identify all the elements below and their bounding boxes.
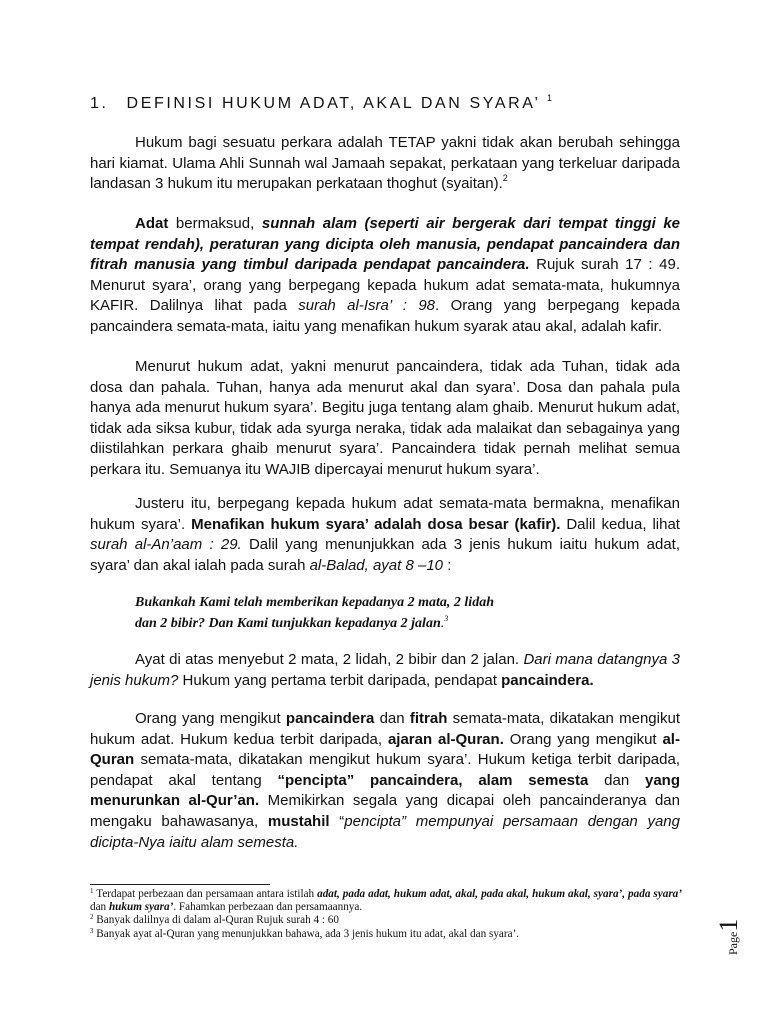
page-number-marker xyxy=(706,900,756,960)
paragraph-5 xyxy=(90,650,680,691)
p6-text-3: semata-mata, dikatakan mengikut hukum adat. Hukum kedua terbit daripada, xyxy=(90,710,680,748)
p5-bold-term: pancaindera. xyxy=(501,671,594,689)
footnote-ref-3[interactable]: 3 xyxy=(444,614,449,623)
quote-line-1: Bukankah Kami telah memberikan kepadanya 2 mata, 2 lidah xyxy=(135,595,494,610)
page-label: Page xyxy=(726,931,740,955)
paragraph-2 xyxy=(90,214,680,338)
footnote-1-text-2: dan xyxy=(90,901,109,914)
p4-text-1: Justeru itu, berpegang kepada hukum adat semata-mata bermakna, menafikan hukum syara’. xyxy=(90,495,680,533)
p4-text-3: Dalil yang menunjukkan ada 3 jenis hukum iaitu hukum adat, syara’ dan akal ialah pada surah xyxy=(90,536,680,574)
footnote-divider xyxy=(90,884,270,885)
p6-bold-8: mustahil xyxy=(267,812,330,830)
p4-text-2: Dalil kedua, lihat xyxy=(560,515,680,533)
p6-bold-1: pancaindera xyxy=(285,710,375,727)
p6-text-8: Memikirkan segala yang dicapai oleh pancainderanya dan mengaku bahawasanya, xyxy=(90,792,680,830)
p2-text-3: . Orang yang berpegang kepada pancaindera semata-mata, iaitu yang menafikan hukum syarak atau akal, adalah kafir. xyxy=(90,297,681,335)
p2-text-1: bermaksud, xyxy=(168,215,262,232)
p6-text-4: Orang yang mengikut xyxy=(503,730,663,748)
p2-text-2: Rujuk surah 17 : 49. Menurut syara’, orang yang berpegang kepada hukum adat semata-mata, hukumnya KAFIR. Dalilnya lihat pada xyxy=(90,256,680,315)
footnote-1-terms: adat, pada adat, hukum adat, akal, pada akal, hukum akal, syara’, pada syara’ xyxy=(317,888,682,900)
p6-bold-2: fitrah xyxy=(409,710,448,727)
p6-bold-4: al-Quran xyxy=(90,730,680,769)
p6-text-1: Orang yang mengikut xyxy=(135,710,286,727)
footnote-3 xyxy=(90,928,682,941)
quote-line-2 xyxy=(135,613,655,634)
p6-text-5: semata-mata, dikatakan mengikut hukum syara’. Hukum ketiga terbit daripada, pendapat akal tentang xyxy=(90,751,680,789)
p6-bold-5: “pencipta” xyxy=(277,771,355,789)
adat-definition: sunnah alam (seperti air bergerak dari tempat tinggi ke tempat rendah), peraturan yang dicipta oleh manusia, pendapat pancaindera dan fitrah manusia yang timbul daripada pendapat pancaindera. xyxy=(90,215,680,274)
p6-text-9: “ xyxy=(329,812,345,830)
p5-text-2: Hukum yang pertama terbit daripada, pendapat xyxy=(178,671,502,689)
footnote-1-text-3: . Fahamkan perbezaan dan persamaannya. xyxy=(173,901,363,914)
paragraph-3-text: Menurut hukum adat, yakni menurut pancaindera, tidak ada Tuhan, tidak ada dosa dan pahala. Tuhan, hanya ada menurut akal dan syara’. Dosa dan pahala pula hanya ada menurut hukum syara’. Begitu juga tentang alam ghaib. Menurut hukum adat, tidak ada siksa kubur, tidak ada syurga neraka, tidak ada malaikat dan sebagainya yang diistilahkan perkara ghaib menurut syara’. Pancaindera tidak pernah melihat semua perkara itu. Semuanya itu WAJIB dipercayai menurut hukum syara’. xyxy=(90,358,680,478)
footnote-3-text: Banyak ayat al-Quran yang menunjukkan bahawa, ada 3 jenis hukum itu adat, akal dan syara’. xyxy=(93,927,520,940)
paragraph-1 xyxy=(90,133,680,195)
paragraph-1-text: Hukum bagi sesuatu perkara adalah TETAP yakni tidak akan berubah sehingga hari kiamat. Ulama Ahli Sunnah wal Jamaah sepakat, perkataan yang terkeluar daripada landasan 3 hukum itu merupakan perkataan thoghut (syaitan). xyxy=(90,134,680,193)
paragraph-6 xyxy=(90,709,680,853)
paragraph-4 xyxy=(90,494,680,576)
section-heading xyxy=(90,93,552,113)
p6-bold-7: yang menurunkan al-Qur’an. xyxy=(90,771,680,810)
p4-bold-statement: Menafikan hukum syara’ adalah dosa besar (kafir). xyxy=(191,515,561,533)
p6-text-2: dan xyxy=(374,710,410,727)
quran-quote xyxy=(135,592,655,634)
p6-text-7: dan xyxy=(588,771,645,789)
footnote-1-number: 1 xyxy=(90,887,94,895)
p6-bold-3: ajaran al-Quran. xyxy=(387,730,504,748)
footnote-2 xyxy=(90,914,682,927)
footnote-1-term-2: hukum syara’ xyxy=(108,901,174,914)
p6-italic-1: pencipta” mempunyai persamaan dengan yang dicipta-Nya iaitu alam semesta. xyxy=(90,812,680,851)
term-adat: Adat xyxy=(135,215,169,232)
p6-text-6 xyxy=(354,772,370,789)
surah-reference-anaam: surah al-An’aam : 29. xyxy=(90,536,242,554)
heading-title: DEFINISI HUKUM ADAT, AKAL DAN SYARA’ xyxy=(126,95,540,112)
footnote-ref-1[interactable]: 1 xyxy=(546,93,552,103)
footnote-1 xyxy=(90,888,682,914)
footnote-2-number: 2 xyxy=(90,913,94,922)
paragraph-3 xyxy=(90,357,680,481)
p5-question: Dari mana datangnya 3 jenis hukum? xyxy=(90,651,680,689)
footnote-1-text-1: Terdapat perbezaan dan persamaan antara istilah xyxy=(93,888,318,900)
p6-bold-6: pancaindera, alam semesta xyxy=(370,771,589,789)
p5-text-1: Ayat di atas menyebut 2 mata, 2 lidah, 2 bibir dan 2 jalan. xyxy=(135,651,524,668)
footnote-3-number: 3 xyxy=(90,926,94,935)
footnote-ref-2[interactable]: 2 xyxy=(502,173,508,184)
page-number: 1 xyxy=(714,918,743,932)
footnotes xyxy=(90,888,682,941)
surah-reference: surah al-Isra’ : 98 xyxy=(298,297,436,315)
footnote-2-text: Banyak dalilnya di dalam al-Quran Rujuk surah 4 : 60 xyxy=(93,914,339,927)
surah-reference-balad: al-Balad, ayat 8 –10 xyxy=(309,556,444,574)
quote-line-2-text: dan 2 bibir? Dan Kami tunjukkan kepadanya 2 jalan xyxy=(135,616,441,631)
quote-period: . xyxy=(440,616,445,631)
heading-number: 1. xyxy=(90,95,109,112)
p4-text-4: : xyxy=(443,556,452,574)
